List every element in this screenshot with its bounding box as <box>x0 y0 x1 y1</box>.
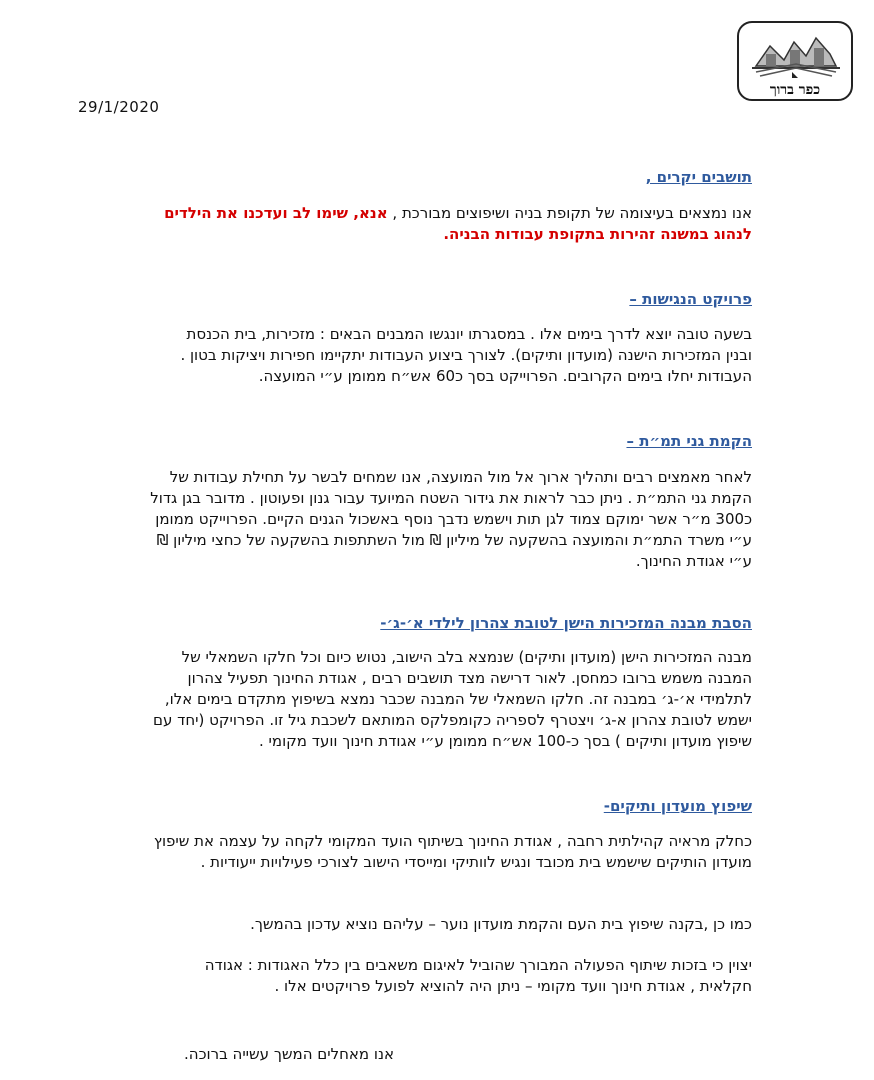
letter-date: 29/1/2020 <box>78 98 160 116</box>
paragraph-line: כמו כן ,בקנה שיפוץ בית העם והקמת מועדון נוער – עליהם נוציא עדכון בהמשך. <box>250 915 752 933</box>
paragraph-line: מועדון הותיקים שישמש בית מכובד ונגיש לוותיקי ומייסדי הישוב לצורכי פעילויות ייעודיות . <box>200 853 752 871</box>
paragraph-line: העבודות יחלו בימים הקרובים. הפרוייקט בסך כ60 אש״ח ממומן ע״י המועצה. <box>258 367 752 385</box>
paragraph-line: ע״י אגודת החינוך. <box>635 552 752 570</box>
logo-buildings-icon <box>752 38 840 78</box>
greeting-heading: תושבים יקרים , <box>645 168 752 186</box>
section-daycare-body <box>52 467 752 572</box>
village-logo <box>736 20 854 102</box>
intro-text: אנו נמצאים בעיצומה של תקופת בניה ושיפוצים מבורכת , <box>392 204 752 222</box>
thanks-paragraph <box>52 955 752 997</box>
paragraph-line: ע״י משרד התמ״ת והמועצה בהשקעה של מיליון ₪ מול השתתפות בהשקעה של כחצי מיליון ₪ <box>156 531 752 549</box>
section-seniors-body <box>52 831 752 873</box>
paragraph-line: שיפוץ מועדון ותיקים ) בסך כ-100 אש״ח ממומן ע״י אגודת חינוך וועד מקומי . <box>259 732 752 750</box>
paragraph-line: חקלאית , אגודת חינוך וועד מקומי – ניתן היה להוציא לפועל פרויקטים אלו . <box>274 977 752 995</box>
intro-paragraph <box>52 203 752 245</box>
section-accessibility-body <box>52 324 752 387</box>
section-daycare-title: הקמת גני תמ״ת – <box>626 432 752 450</box>
additional-paragraph <box>52 914 752 935</box>
intro-warning: אנא, שימו לב ועדכנו את הילדים <box>164 204 388 222</box>
paragraph-line: יצוין כי בזכות שיתוף הפעולה המבורך שהוביל לאיגום משאבים בין כלל האגודות : אגודה <box>204 956 752 974</box>
section-accessibility-title: פרויקט הנגישות – <box>629 290 752 308</box>
paragraph-line: הקמת גני התמ״ת . ניתן כבר לראות את גידור השטח המיועד עבור גנון ופעוטון . מדובר בגן גדול <box>150 489 752 507</box>
paragraph-line: כחלק מראיה קהילתית רחבה , אגודת החינוך בשיתוף הועד המקומי לקחה על עצמה את שיפוץ <box>153 832 752 850</box>
section-building-title: הסבת מבנה המזכירות הישן לטובת צהרון לילדי א׳-ג׳- <box>380 614 752 632</box>
paragraph-line: בשעה טובה יוצא לדרך בימים אלו . במסגרתו יונגשו המבנים הבאים : מזכירות, בית הכנסת <box>186 325 752 343</box>
paragraph-line: מבנה המזכירות הישן (מועדון ותיקים) שנמצא בלב הישוב, נטוש כיום וכל חלקו השמאלי של <box>181 648 752 666</box>
paragraph-line: לתלמידי א׳-ג׳ במבנה זה. חלקו השמאלי של המבנה שכבר נמצא בשיפוץ מתקדם בימים אלו, <box>164 690 752 708</box>
paragraph-line: ישמש לטובת צהרון א-ג׳ ויצטרף לספריה כקומפלקס המותאם לשכבת גיל זו. הפרויקט (יחד עם <box>153 711 752 729</box>
paragraph-line: לאחר מאמצים רבים ותהליך ארוך אל מול המועצה, אנו שמחים לבשר על תחילת עבודות של <box>169 468 752 486</box>
section-building-body <box>52 647 752 752</box>
logo-text: כפר ברוך <box>769 82 821 98</box>
paragraph-line: ובנין המזכירות הישנה (מועדון ותיקים). לצורך ביצוע העבודות יתקיימו חפירות ויציקות בטון . <box>180 346 752 364</box>
intro-warning-2: לנהוג במשנה זהירות בתקופת עבודות הבניה. <box>443 225 752 243</box>
paragraph-line: כ300 מ״ר אשר ימוקם צמוד לגן תות וישמש נדבך נוסף באשכול הגנים הקיים. הפרוייקט ממומן <box>155 510 752 528</box>
section-seniors-title: שיפוץ מועדון ותיקים- <box>603 797 752 815</box>
closing-line: אנו מאחלים המשך עשייה ברוכה. <box>184 1045 394 1063</box>
paragraph-line: המבנה משמש ברובו כמחסן. לאור דרישה מצד תושבים רבים , אגודת החינוך תפעיל צהרון <box>187 669 752 687</box>
